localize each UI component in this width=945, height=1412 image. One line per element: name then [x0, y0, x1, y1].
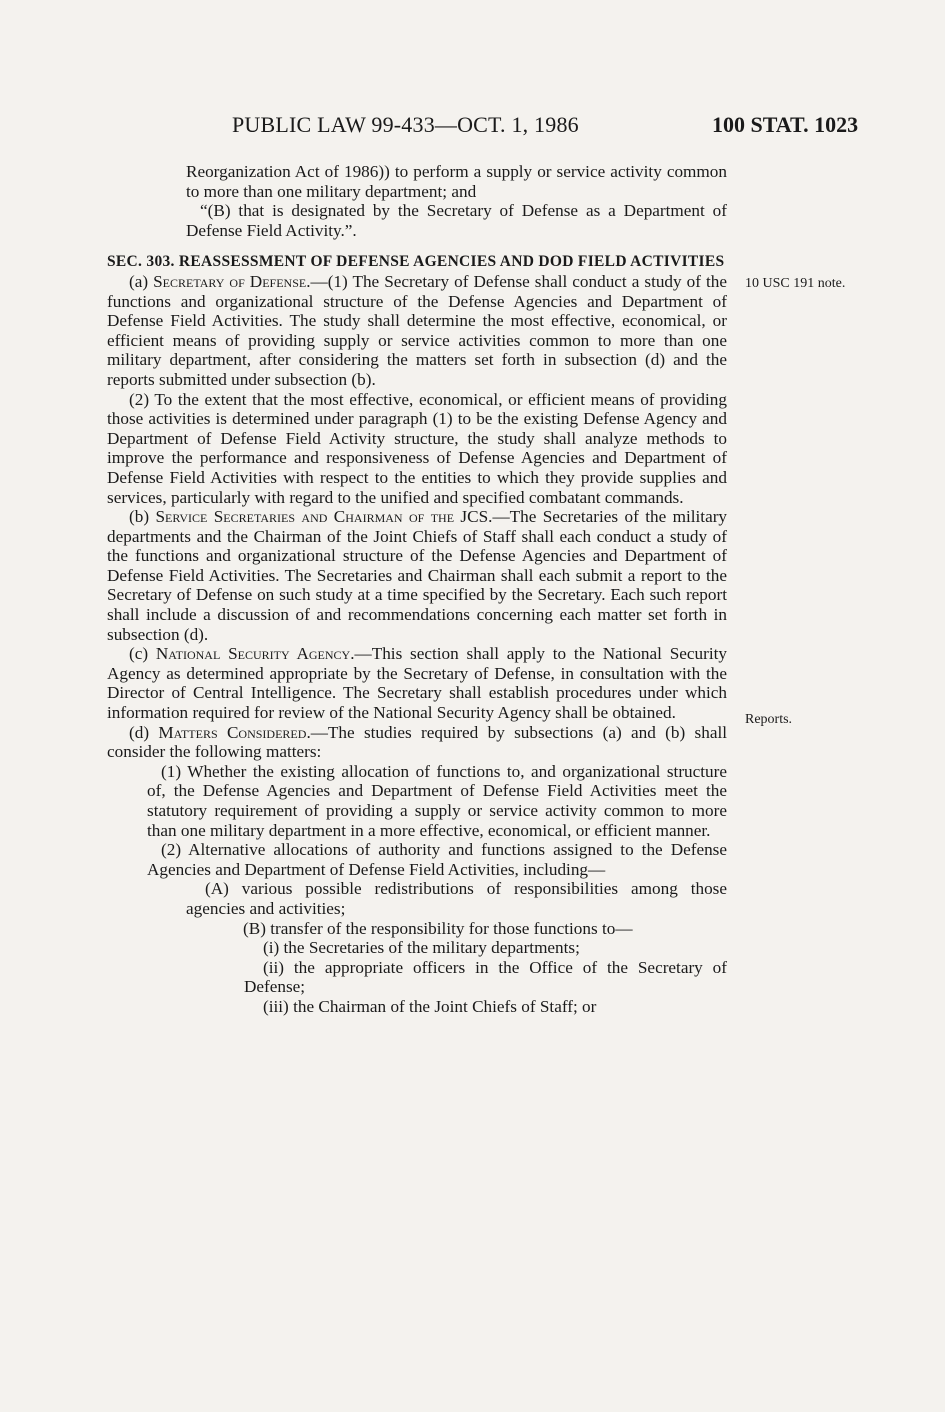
subsection-c-heading: National Security Agency — [155, 644, 351, 664]
subsection-c — [107, 644, 727, 722]
body-text — [107, 162, 727, 1017]
subsection-d-heading: Matters Considered — [158, 722, 307, 742]
running-header-title: PUBLIC LAW 99-433—OCT. 1, 1986 — [232, 112, 579, 137]
running-header-page: 100 STAT. 1023 — [712, 112, 859, 137]
subsection-a-heading: Secretary of Defense — [153, 271, 307, 291]
paragraph-d2: (2) Alternative allocations of authority and functions assigned to the Defense Agencies and Department of Defense Field Activities, including— — [147, 840, 727, 879]
paragraph-continuation: Reorganization Act of 1986)) to perform a supply or service activity common to more than one military department; and — [186, 162, 727, 201]
subsection-a-text: .—(1) The Secretary of Defense shall conduct a study of the functions and organizational structure of the Defense Agencies and Department of Defense Field Activities. The study shall determine the most effective, economical, or efficient means of providing supply or service activities common to more than one military department, after considering the matters set forth in subsection (d) and the reports submitted under subsection (b). — [107, 271, 727, 389]
margin-note-citation: 10 USC 191 note. — [745, 276, 846, 291]
subsection-b-text: .—The Secretaries of the military departments and the Chairman of the Joint Chiefs of Staff shall each conduct a study of the functions and organizational structure of the Defense Agencies and Department of Defense Field Activities. The Secretaries and Chairman shall each submit a report to the Secretary of Defense on such study at a time specified by the Secretary. Each such report shall include a discussion of and recommendations concerning each matter set forth in subsection (d). — [107, 507, 728, 644]
subparagraph-A: (A) various possible redistributions of responsibilities among those agencies and activities; — [186, 879, 727, 918]
margin-note-reports: Reports. — [745, 712, 793, 727]
subsection-d — [107, 723, 727, 762]
subsection-a — [107, 272, 727, 390]
subsection-b-heading-acronym: JCS — [454, 507, 489, 527]
clause-iii: (iii) the Chairman of the Joint Chiefs of Staff; or — [263, 996, 597, 1016]
clause-i: (i) the Secretaries of the military departments; — [263, 938, 580, 958]
clause-ii: (ii) the appropriate officers in the Office of the Secretary of Defense; — [244, 957, 727, 997]
subsection-b — [107, 507, 727, 644]
paragraph-d1: (1) Whether the existing allocation of functions to, and organizational structure of, the Defense Agencies and Department of Defense Field Activities meet the statutory requirement of providing a supply or service activity common to more than one military department in a more effective, economical, or efficient manner. — [147, 761, 727, 840]
paragraph-B: “(B) that is designated by the Secretary of Defense as a Department of Defense Field Activity.”. — [186, 201, 727, 240]
subparagraph-B: (B) transfer of the responsibility for those functions to— — [243, 918, 633, 938]
subsection-d-text: .—The studies required by subsections (a) and (b) shall consider the following matters: — [107, 722, 728, 762]
section-heading: SEC. 303. REASSESSMENT OF DEFENSE AGENCIES AND DOD FIELD ACTIVITIES — [107, 253, 725, 271]
subsection-c-label: (c) — [129, 644, 156, 664]
subsection-b-label: (b) — [129, 507, 156, 527]
subsection-c-text: .—This section shall apply to the National Security Agency as determined appropriate by the Secretary of Defense, in consultation with the Director of Central Intelligence. The Secretary shall establish procedures under which information required for review of the National Security Agency shall be obtained. — [107, 644, 727, 723]
subsection-d-label: (d) — [129, 722, 159, 742]
subsection-b-heading: Service Secretaries and Chairman of the — [155, 507, 455, 527]
subsection-a-paragraph-2: (2) To the extent that the most effective, economical, or efficient means of providing those activities is determined under paragraph (1) to be the existing Defense Agency and Department of Defense Field Activity structure, the study shall analyze methods to improve the performance and responsiveness of Defense Agencies and Department of Defense Field Activities with respect to the entities to which they provide supplies and services, particularly with regard to the unified and specified combatant commands. — [107, 389, 727, 507]
subsection-a-label: (a) — [129, 271, 154, 291]
